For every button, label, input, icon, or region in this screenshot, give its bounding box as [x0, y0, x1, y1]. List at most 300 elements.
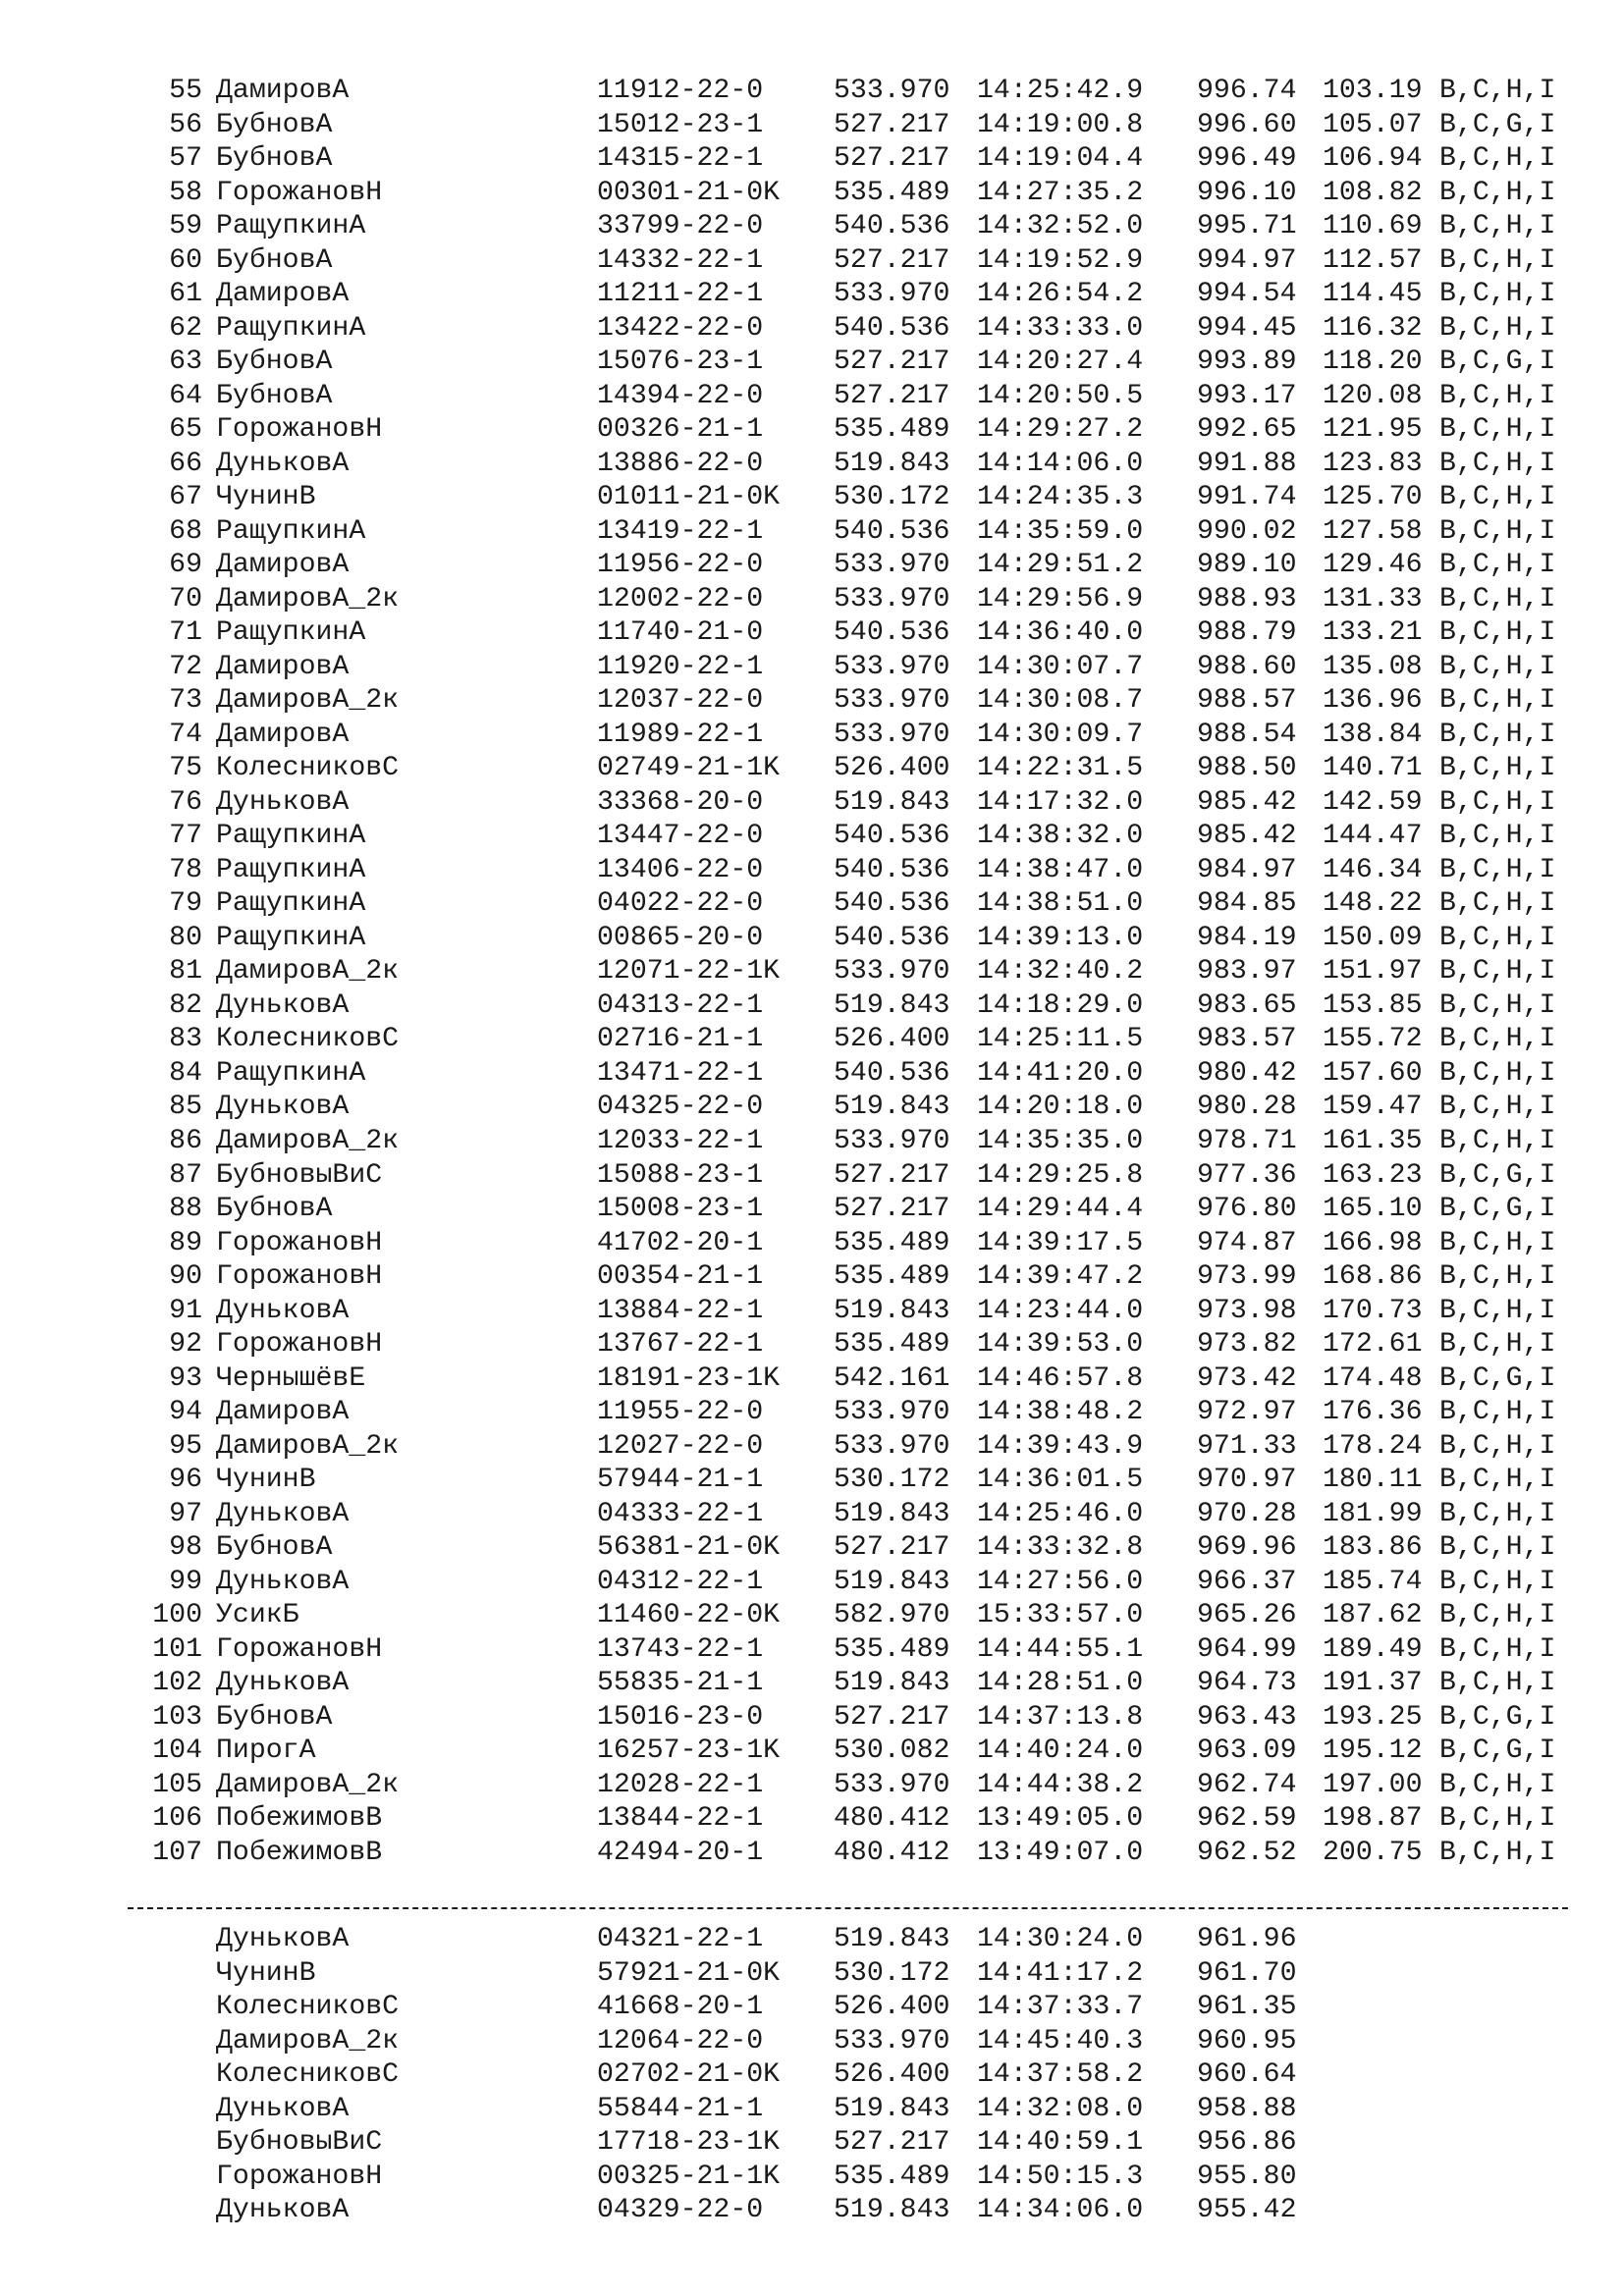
speed-value: 956.86	[1197, 2127, 1297, 2159]
speed-value: 963.09	[1197, 1735, 1297, 1767]
place-number: 87	[169, 1159, 202, 1191]
ring-number: 00326-21-1	[597, 414, 764, 446]
speed-value: 973.42	[1197, 1362, 1297, 1394]
coefficient-value: 170.73	[1323, 1295, 1423, 1326]
ring-number: 57921-21-0K	[597, 1957, 781, 1989]
fancier-name: ДуньковА	[216, 448, 350, 479]
fancier-name: РащупкинА	[216, 888, 366, 920]
arrival-time: 14:38:47.0	[977, 854, 1144, 885]
coefficient-value: 140.71	[1323, 753, 1423, 784]
ring-number: 41668-20-1	[597, 1992, 764, 2023]
coefficient-value: 155.72	[1323, 1024, 1423, 1055]
place-number: 88	[169, 1194, 202, 1225]
distance-value: 582.970	[834, 1600, 950, 1631]
ring-number: 12028-22-1	[597, 1769, 764, 1800]
speed-value: 996.60	[1197, 109, 1297, 140]
category-flags: B,C,H,I	[1439, 143, 1556, 175]
distance-value: 535.489	[834, 1633, 950, 1665]
coefficient-value: 108.82	[1323, 177, 1423, 208]
place-number: 105	[152, 1769, 202, 1800]
place-number: 73	[169, 685, 202, 717]
distance-value: 527.217	[834, 1701, 950, 1733]
arrival-time: 14:29:44.4	[977, 1194, 1144, 1225]
speed-value: 980.28	[1197, 1092, 1297, 1123]
fancier-name: ГорожановН	[216, 2161, 383, 2192]
ring-number: 11920-22-1	[597, 651, 764, 682]
speed-value: 972.97	[1197, 1397, 1297, 1428]
distance-value: 540.536	[834, 922, 950, 953]
speed-value: 988.79	[1197, 617, 1297, 649]
distance-value: 527.217	[834, 1159, 950, 1191]
distance-value: 480.412	[834, 1837, 950, 1868]
coefficient-value: 135.08	[1323, 651, 1423, 682]
ring-number: 16257-23-1K	[597, 1735, 781, 1767]
arrival-time: 14:44:55.1	[977, 1633, 1144, 1665]
arrival-time: 14:38:51.0	[977, 888, 1144, 920]
distance-value: 540.536	[834, 821, 950, 852]
category-flags: B,C,H,I	[1439, 1566, 1556, 1597]
place-number: 94	[169, 1397, 202, 1428]
distance-value: 540.536	[834, 854, 950, 885]
distance-value: 526.400	[834, 1992, 950, 2023]
distance-value: 533.970	[834, 1430, 950, 1462]
distance-value: 519.843	[834, 1498, 950, 1529]
coefficient-value: 129.46	[1323, 550, 1423, 581]
ring-number: 12071-22-1K	[597, 956, 781, 988]
arrival-time: 14:39:13.0	[977, 922, 1144, 953]
coefficient-value: 118.20	[1323, 347, 1423, 378]
speed-value: 983.65	[1197, 989, 1297, 1021]
place-number: 57	[169, 143, 202, 175]
ring-number: 11955-22-0	[597, 1397, 764, 1428]
distance-value: 527.217	[834, 244, 950, 276]
place-number: 91	[169, 1295, 202, 1326]
category-flags: B,C,H,I	[1439, 1057, 1556, 1089]
distance-value: 519.843	[834, 1924, 950, 1954]
fancier-name: ДамировА	[216, 76, 350, 106]
place-number: 62	[169, 312, 202, 344]
coefficient-value: 150.09	[1323, 922, 1423, 953]
ring-number: 13419-22-1	[597, 515, 764, 547]
fancier-name: ДамировА_2к	[216, 1769, 400, 1800]
ring-number: 00301-21-0K	[597, 177, 781, 208]
place-number: 75	[169, 753, 202, 784]
place-number: 59	[169, 211, 202, 242]
distance-value: 527.217	[834, 1532, 950, 1564]
arrival-time: 14:35:59.0	[977, 515, 1144, 547]
place-number: 81	[169, 956, 202, 988]
category-flags: B,C,H,I	[1439, 550, 1556, 581]
category-flags: B,C,H,I	[1439, 1329, 1556, 1361]
speed-value: 984.97	[1197, 854, 1297, 885]
category-flags: B,C,H,I	[1439, 448, 1556, 479]
place-number: 93	[169, 1362, 202, 1394]
ring-number: 14394-22-0	[597, 380, 764, 411]
arrival-time: 14:30:09.7	[977, 719, 1144, 750]
arrival-time: 14:25:11.5	[977, 1024, 1144, 1055]
speed-value: 983.57	[1197, 1024, 1297, 1055]
speed-value: 994.54	[1197, 279, 1297, 310]
distance-value: 527.217	[834, 143, 950, 175]
fancier-name: ДамировА	[216, 651, 350, 682]
coefficient-value: 193.25	[1323, 1701, 1423, 1733]
coefficient-value: 133.21	[1323, 617, 1423, 649]
speed-value: 993.89	[1197, 347, 1297, 378]
arrival-time: 14:32:40.2	[977, 956, 1144, 988]
arrival-time: 14:39:43.9	[977, 1430, 1144, 1462]
ring-number: 11740-21-0	[597, 617, 764, 649]
category-flags: B,C,H,I	[1439, 211, 1556, 242]
coefficient-value: 120.08	[1323, 380, 1423, 411]
fancier-name: БубновА	[216, 143, 333, 175]
speed-value: 988.93	[1197, 583, 1297, 614]
coefficient-value: 189.49	[1323, 1633, 1423, 1665]
ring-number: 04329-22-0	[597, 2195, 764, 2226]
place-number: 89	[169, 1227, 202, 1258]
category-flags: B,C,H,I	[1439, 1837, 1556, 1868]
arrival-time: 14:30:08.7	[977, 685, 1144, 717]
category-flags: B,C,H,I	[1439, 956, 1556, 988]
place-number: 102	[152, 1668, 202, 1699]
distance-value: 540.536	[834, 515, 950, 547]
fancier-name: КолесниковС	[216, 753, 400, 784]
category-flags: B,C,H,I	[1439, 854, 1556, 885]
category-flags: B,C,H,I	[1439, 1295, 1556, 1326]
speed-value: 984.85	[1197, 888, 1297, 920]
coefficient-value: 138.84	[1323, 719, 1423, 750]
ring-number: 14332-22-1	[597, 244, 764, 276]
category-flags: B,C,G,I	[1439, 1159, 1556, 1191]
arrival-time: 14:20:50.5	[977, 380, 1144, 411]
category-flags: B,C,H,I	[1439, 1803, 1556, 1835]
place-number: 68	[169, 515, 202, 547]
arrival-time: 14:25:46.0	[977, 1498, 1144, 1529]
arrival-time: 14:44:38.2	[977, 1769, 1144, 1800]
speed-value: 985.42	[1197, 821, 1297, 852]
speed-value: 970.28	[1197, 1498, 1297, 1529]
coefficient-value: 198.87	[1323, 1803, 1423, 1835]
place-number: 55	[169, 76, 202, 106]
speed-value: 978.71	[1197, 1125, 1297, 1156]
ring-number: 42494-20-1	[597, 1837, 764, 1868]
fancier-name: ГорожановН	[216, 1261, 383, 1293]
place-number: 64	[169, 380, 202, 411]
arrival-time: 14:17:32.0	[977, 786, 1144, 818]
arrival-time: 14:41:20.0	[977, 1057, 1144, 1089]
category-flags: B,C,G,I	[1439, 1194, 1556, 1225]
arrival-time: 14:41:17.2	[977, 1957, 1144, 1989]
ring-number: 13844-22-1	[597, 1803, 764, 1835]
arrival-time: 13:49:05.0	[977, 1803, 1144, 1835]
speed-value: 994.45	[1197, 312, 1297, 344]
distance-value: 533.970	[834, 550, 950, 581]
speed-value: 992.65	[1197, 414, 1297, 446]
distance-value: 533.970	[834, 583, 950, 614]
speed-value: 962.74	[1197, 1769, 1297, 1800]
ring-number: 15012-23-1	[597, 109, 764, 140]
distance-value: 519.843	[834, 2195, 950, 2226]
coefficient-value: 174.48	[1323, 1362, 1423, 1394]
coefficient-value: 103.19	[1323, 76, 1423, 106]
coefficient-value: 183.86	[1323, 1532, 1423, 1564]
distance-value: 519.843	[834, 1566, 950, 1597]
ring-number: 00354-21-1	[597, 1261, 764, 1293]
speed-value: 964.73	[1197, 1668, 1297, 1699]
coefficient-value: 161.35	[1323, 1125, 1423, 1156]
arrival-time: 14:38:32.0	[977, 821, 1144, 852]
speed-value: 961.96	[1197, 1924, 1297, 1954]
ring-number: 04333-22-1	[597, 1498, 764, 1529]
ring-number: 33368-20-0	[597, 786, 764, 818]
fancier-name: БубновА	[216, 1532, 333, 1564]
arrival-time: 14:19:52.9	[977, 244, 1144, 276]
place-number: 90	[169, 1261, 202, 1293]
ring-number: 13886-22-0	[597, 448, 764, 479]
ring-number: 41702-20-1	[597, 1227, 764, 1258]
coefficient-value: 105.07	[1323, 109, 1423, 140]
arrival-time: 13:49:07.0	[977, 1837, 1144, 1868]
arrival-time: 14:38:48.2	[977, 1397, 1144, 1428]
distance-value: 530.172	[834, 1465, 950, 1496]
ring-number: 57944-21-1	[597, 1465, 764, 1496]
place-number: 104	[152, 1735, 202, 1767]
place-number: 83	[169, 1024, 202, 1055]
place-number: 99	[169, 1566, 202, 1597]
category-flags: B,C,G,I	[1439, 347, 1556, 378]
fancier-name: ДамировА_2к	[216, 583, 400, 614]
fancier-name: РащупкинА	[216, 922, 366, 953]
category-flags: B,C,H,I	[1439, 380, 1556, 411]
ring-number: 13743-22-1	[597, 1633, 764, 1665]
category-flags: B,C,H,I	[1439, 1092, 1556, 1123]
speed-value: 962.59	[1197, 1803, 1297, 1835]
arrival-time: 14:19:04.4	[977, 143, 1144, 175]
arrival-time: 14:39:17.5	[977, 1227, 1144, 1258]
place-number: 70	[169, 583, 202, 614]
distance-value: 540.536	[834, 1057, 950, 1089]
ring-number: 00325-21-1K	[597, 2161, 781, 2192]
speed-value: 983.97	[1197, 956, 1297, 988]
distance-value: 530.172	[834, 482, 950, 513]
arrival-time: 14:40:24.0	[977, 1735, 1144, 1767]
distance-value: 540.536	[834, 211, 950, 242]
arrival-time: 14:36:01.5	[977, 1465, 1144, 1496]
fancier-name: ЧунинВ	[216, 1957, 316, 1989]
ring-number: 13884-22-1	[597, 1295, 764, 1326]
category-flags: B,C,H,I	[1439, 1024, 1556, 1055]
arrival-time: 14:30:07.7	[977, 651, 1144, 682]
distance-value: 533.970	[834, 1125, 950, 1156]
speed-value: 964.99	[1197, 1633, 1297, 1665]
category-flags: B,C,H,I	[1439, 1532, 1556, 1564]
place-number: 56	[169, 109, 202, 140]
arrival-time: 14:46:57.8	[977, 1362, 1144, 1394]
category-flags: B,C,H,I	[1439, 1430, 1556, 1462]
category-flags: B,C,H,I	[1439, 515, 1556, 547]
arrival-time: 14:24:35.3	[977, 482, 1144, 513]
speed-value: 993.17	[1197, 380, 1297, 411]
ring-number: 12037-22-0	[597, 685, 764, 717]
coefficient-value: 123.83	[1323, 448, 1423, 479]
place-number: 67	[169, 482, 202, 513]
arrival-time: 14:35:35.0	[977, 1125, 1144, 1156]
fancier-name: ГорожановН	[216, 1633, 383, 1665]
arrival-time: 14:20:27.4	[977, 347, 1144, 378]
coefficient-value: 148.22	[1323, 888, 1423, 920]
place-number: 71	[169, 617, 202, 649]
category-flags: B,C,H,I	[1439, 279, 1556, 310]
ring-number: 12064-22-0	[597, 2025, 764, 2056]
place-number: 63	[169, 347, 202, 378]
ring-number: 00865-20-0	[597, 922, 764, 953]
ring-number: 13767-22-1	[597, 1329, 764, 1361]
ring-number: 56381-21-0K	[597, 1532, 781, 1564]
fancier-name: БубновА	[216, 1194, 333, 1225]
coefficient-value: 144.47	[1323, 821, 1423, 852]
coefficient-value: 165.10	[1323, 1194, 1423, 1225]
ring-number: 33799-22-0	[597, 211, 764, 242]
fancier-name: ДамировА_2к	[216, 2025, 400, 2056]
speed-value: 989.10	[1197, 550, 1297, 581]
speed-value: 955.42	[1197, 2195, 1297, 2226]
ring-number: 02716-21-1	[597, 1024, 764, 1055]
distance-value: 533.970	[834, 2025, 950, 2056]
category-flags: B,C,H,I	[1439, 1397, 1556, 1428]
fancier-name: БубновА	[216, 109, 333, 140]
ring-number: 11912-22-0	[597, 76, 764, 106]
place-number: 100	[152, 1600, 202, 1631]
category-flags: B,C,H,I	[1439, 1769, 1556, 1800]
fancier-name: ДамировА_2к	[216, 1125, 400, 1156]
speed-value: 988.57	[1197, 685, 1297, 717]
fancier-name: КолесниковС	[216, 1024, 400, 1055]
distance-value: 519.843	[834, 1668, 950, 1699]
distance-value: 526.400	[834, 753, 950, 784]
coefficient-value: 131.33	[1323, 583, 1423, 614]
speed-value: 995.71	[1197, 211, 1297, 242]
coefficient-value: 176.36	[1323, 1397, 1423, 1428]
speed-value: 996.49	[1197, 143, 1297, 175]
distance-value: 527.217	[834, 380, 950, 411]
fancier-name: КолесниковС	[216, 2059, 400, 2091]
category-flags: B,C,H,I	[1439, 922, 1556, 953]
speed-value: 965.26	[1197, 1600, 1297, 1631]
ring-number: 04022-22-0	[597, 888, 764, 920]
ring-number: 12027-22-0	[597, 1430, 764, 1462]
fancier-name: ДуньковА	[216, 2093, 350, 2124]
arrival-time: 14:32:08.0	[977, 2093, 1144, 2124]
fancier-name: ЧунинВ	[216, 482, 316, 513]
arrival-time: 14:22:31.5	[977, 753, 1144, 784]
ring-number: 13471-22-1	[597, 1057, 764, 1089]
fancier-name: РащупкинА	[216, 312, 366, 344]
ring-number: 11211-22-1	[597, 279, 764, 310]
category-flags: B,C,H,I	[1439, 482, 1556, 513]
fancier-name: ДамировА	[216, 279, 350, 310]
distance-value: 540.536	[834, 888, 950, 920]
speed-value: 996.74	[1197, 76, 1297, 106]
distance-value: 480.412	[834, 1803, 950, 1835]
fancier-name: ДуньковА	[216, 1566, 350, 1597]
fancier-name: БубновыВиС	[216, 2127, 383, 2159]
place-number: 77	[169, 821, 202, 852]
speed-value: 991.88	[1197, 448, 1297, 479]
fancier-name: ДамировА	[216, 719, 350, 750]
ring-number: 02749-21-1K	[597, 753, 781, 784]
coefficient-value: 127.58	[1323, 515, 1423, 547]
category-flags: B,C,G,I	[1439, 1362, 1556, 1394]
ring-number: 13422-22-0	[597, 312, 764, 344]
fancier-name: БубновА	[216, 244, 333, 276]
speed-value: 955.80	[1197, 2161, 1297, 2192]
place-number: 66	[169, 448, 202, 479]
category-flags: B,C,H,I	[1439, 1465, 1556, 1496]
arrival-time: 14:18:29.0	[977, 989, 1144, 1021]
fancier-name: ДуньковА	[216, 2195, 350, 2226]
place-number: 103	[152, 1701, 202, 1733]
fancier-name: БубновыВиС	[216, 1159, 383, 1191]
fancier-name: ДуньковА	[216, 1924, 350, 1954]
arrival-time: 14:23:44.0	[977, 1295, 1144, 1326]
coefficient-value: 112.57	[1323, 244, 1423, 276]
distance-value: 519.843	[834, 2093, 950, 2124]
arrival-time: 14:29:51.2	[977, 550, 1144, 581]
distance-value: 535.489	[834, 2161, 950, 2192]
category-flags: B,C,H,I	[1439, 312, 1556, 344]
speed-value: 961.70	[1197, 1957, 1297, 1989]
arrival-time: 14:25:42.9	[977, 76, 1144, 106]
category-flags: B,C,H,I	[1439, 1633, 1556, 1665]
distance-value: 527.217	[834, 347, 950, 378]
speed-value: 976.80	[1197, 1194, 1297, 1225]
ring-number: 02702-21-0K	[597, 2059, 781, 2091]
fancier-name: ГорожановН	[216, 1227, 383, 1258]
speed-value: 962.52	[1197, 1837, 1297, 1868]
ring-number: 18191-23-1K	[597, 1362, 781, 1394]
place-number: 65	[169, 414, 202, 446]
place-number: 60	[169, 244, 202, 276]
category-flags: B,C,H,I	[1439, 989, 1556, 1021]
category-flags: B,C,G,I	[1439, 1701, 1556, 1733]
arrival-time: 14:37:58.2	[977, 2059, 1144, 2091]
category-flags: B,C,H,I	[1439, 786, 1556, 818]
fancier-name: ГорожановН	[216, 1329, 383, 1361]
coefficient-value: 180.11	[1323, 1465, 1423, 1496]
speed-value: 973.99	[1197, 1261, 1297, 1293]
fancier-name: ДамировА_2к	[216, 1430, 400, 1462]
place-number: 79	[169, 888, 202, 920]
arrival-time: 14:26:54.2	[977, 279, 1144, 310]
category-flags: B,C,H,I	[1439, 1227, 1556, 1258]
distance-value: 519.843	[834, 1092, 950, 1123]
distance-value: 527.217	[834, 2127, 950, 2159]
distance-value: 533.970	[834, 76, 950, 106]
coefficient-value: 125.70	[1323, 482, 1423, 513]
place-number: 58	[169, 177, 202, 208]
distance-value: 535.489	[834, 1329, 950, 1361]
coefficient-value: 166.98	[1323, 1227, 1423, 1258]
category-flags: B,C,H,I	[1439, 1261, 1556, 1293]
distance-value: 540.536	[834, 312, 950, 344]
distance-value: 526.400	[834, 1024, 950, 1055]
distance-value: 519.843	[834, 1295, 950, 1326]
place-number: 107	[152, 1837, 202, 1868]
coefficient-value: 195.12	[1323, 1735, 1423, 1767]
ring-number: 12033-22-1	[597, 1125, 764, 1156]
fancier-name: ЧернышёвЕ	[216, 1362, 366, 1394]
speed-value: 988.54	[1197, 719, 1297, 750]
fancier-name: ПобежимовВ	[216, 1837, 383, 1868]
